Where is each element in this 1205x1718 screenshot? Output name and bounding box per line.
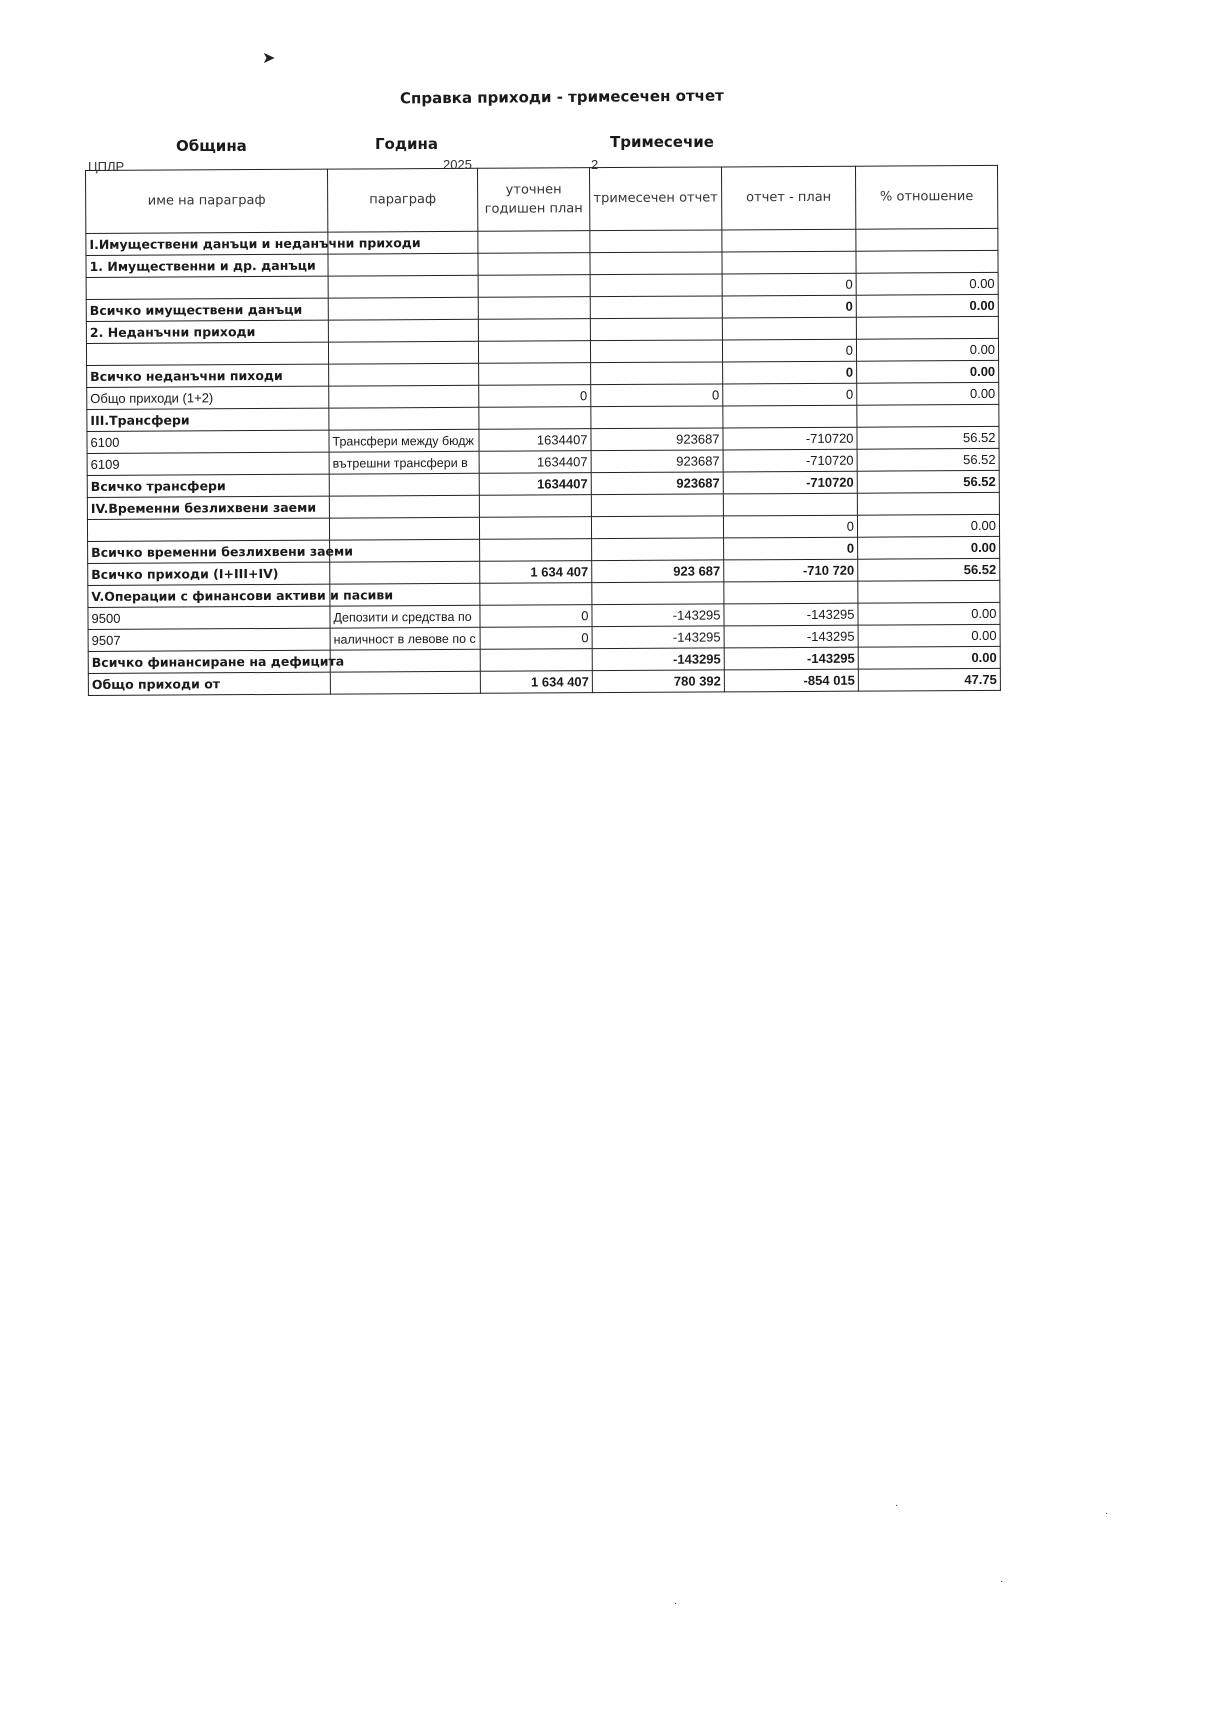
table-cell-desc [329,473,479,496]
table-cell-name: Всичко трансфери [87,474,329,497]
table-cell-name: Всичко имуществени данъци [86,298,328,321]
table-cell-report [591,516,723,539]
table-cell-report [590,340,722,363]
table-cell-pct: 0.00 [857,360,999,383]
table-cell-diff [722,229,856,252]
table-cell-name: V.Операции с финансови активи и пасиви [88,584,330,607]
table-cell-desc [328,297,478,320]
table-cell-plan: 0 [479,385,591,408]
year-label: Година [375,135,438,153]
table-cell-desc [328,319,478,342]
table-cell-plan [480,539,592,562]
table-cell-plan [478,253,590,276]
table-cell-diff: -143295 [724,647,858,670]
table-cell-report [590,296,722,319]
table-cell-name: 6109 [87,452,329,475]
table-cell-plan [478,297,590,320]
table-cell-desc [329,385,479,408]
column-header: параграф [327,168,477,232]
table-cell-report [591,362,723,385]
revenue-report-table [85,165,1001,696]
table-cell-report [590,252,722,275]
table-body [86,228,1001,695]
table-cell-desc: вътрешни трансфери в [329,451,479,474]
table-cell-diff: 0 [723,361,857,384]
page-title: Справка приходи - тримесечен отчет [399,86,724,108]
table-cell-diff: -710 720 [724,559,858,582]
table-cell-name: 9507 [88,628,330,651]
table-cell-plan [478,319,590,342]
table-cell-plan: 1634407 [479,473,591,496]
table-cell-desc: Трансфери между бюдж [329,429,479,452]
municipality-label: Община [176,137,247,155]
table-cell-desc [330,649,480,672]
table-cell-name: III.Трансфери [87,408,329,431]
table-cell-desc: Депозити и средства по [330,605,480,628]
quarter-label: Тримесечие [610,133,714,151]
year-value: 2025 [443,157,472,172]
column-header: име на параграф [86,169,328,233]
table-cell-report [590,274,722,297]
table-cell-diff: -710720 [723,471,857,494]
table-cell-diff [724,581,858,604]
table-cell-report: -143295 [592,604,724,627]
table-cell-name: 1. Имущественни и др. данъци [86,254,328,277]
table-cell-name: Общо приходи от [88,672,330,695]
table-cell-desc [330,671,480,694]
table-cell-report: 923687 [591,450,723,473]
table-cell-diff: -710720 [723,427,857,450]
table-cell-plan [479,495,591,518]
table-cell-pct [856,228,998,251]
table-cell-desc [329,495,479,518]
table-cell-name [86,342,328,365]
table-cell-pct: 0.00 [858,602,1000,625]
quarter-value: 2 [591,157,599,172]
table-cell-desc [328,275,478,298]
table-cell-report: 923687 [591,472,723,495]
table-cell-plan: 0 [480,605,592,628]
table-cell-name: Всичко неданъчни пиходи [87,364,329,387]
table-cell-pct [857,492,999,515]
table-header-row [86,165,998,233]
table-cell-name: Всичко приходи (I+III+IV) [88,562,330,585]
table-cell-pct: 0.00 [857,514,999,537]
table-cell-pct: 0.00 [857,382,999,405]
table-cell-plan: 1634407 [479,429,591,452]
table-cell-plan [480,649,592,672]
table-cell-diff: -710720 [723,449,857,472]
table-cell-pct: 0.00 [856,272,998,295]
table-row [88,668,1000,695]
table-cell-pct: 0.00 [856,294,998,317]
table-cell-pct: 0.00 [858,646,1000,669]
table-cell-name: Общо приходи (1+2) [87,386,329,409]
table-cell-pct: 47.75 [858,668,1000,691]
column-header: % отношение [855,165,997,229]
table-cell-pct: 0.00 [858,536,1000,559]
table-cell-pct [856,316,998,339]
table-cell-diff: -854 015 [724,669,858,692]
column-header: тримесечен отчет [589,167,721,231]
table-cell-pct: 0.00 [856,338,998,361]
table-cell-diff [722,251,856,274]
table-cell-report [592,538,724,561]
table-cell-report: 923 687 [592,560,724,583]
table-cell-name: 6100 [87,430,329,453]
table-cell-plan: 1 634 407 [480,561,592,584]
scan-speck: · [1105,1508,1109,1519]
table-cell-report: 0 [591,384,723,407]
table-cell-pct: 56.52 [857,448,999,471]
table-cell-pct [857,404,999,427]
table-cell-name [87,518,329,541]
table-cell-diff: -143295 [724,603,858,626]
table-cell-diff [723,405,857,428]
scan-speck: · [895,1500,899,1511]
table-cell-plan: 1 634 407 [480,671,592,694]
table-cell-desc [328,253,478,276]
table-cell-desc [329,517,479,540]
table-cell-diff: 0 [722,295,856,318]
table-cell-diff: 0 [722,273,856,296]
table-cell-name: Всичко финансиране на дефицита [88,650,330,673]
table-cell-name: 9500 [88,606,330,629]
scan-speck: · [1000,1576,1004,1587]
table-cell-name [86,276,328,299]
scan-mark: ➤ [262,50,276,67]
table-cell-plan [478,231,590,254]
table-cell-name: IV.Временни безлихвени заеми [87,496,329,519]
table-cell-plan: 1634407 [479,451,591,474]
scan-speck: · [674,1598,678,1609]
table-cell-report: -143295 [592,626,724,649]
table-cell-report [591,494,723,517]
table-cell-name: Всичко временни безлихвени заеми [88,540,330,563]
column-header: отчет - план [721,166,855,230]
table-cell-diff: 0 [724,537,858,560]
table-cell-pct [856,250,998,273]
table-cell-plan [479,517,591,540]
table-cell-plan [480,583,592,606]
table-cell-pct: 56.52 [858,558,1000,581]
table-cell-report: -143295 [592,648,724,671]
table-cell-desc [329,407,479,430]
table-cell-plan [478,275,590,298]
table-cell-pct [858,580,1000,603]
table-cell-report: 923687 [591,428,723,451]
table-cell-diff [722,317,856,340]
column-header: уточнен годишен план [477,168,589,232]
municipality-value: ЦПЛР [88,159,125,174]
table-cell-plan: 0 [480,627,592,650]
table-cell-report: 780 392 [592,670,724,693]
table-cell-diff: 0 [723,383,857,406]
table-cell-name: 2. Неданъчни приходи [86,320,328,343]
table-cell-diff: -143295 [724,625,858,648]
table-cell-desc [329,363,479,386]
table-cell-diff [723,493,857,516]
table-cell-report [591,406,723,429]
table-cell-desc [330,561,480,584]
table-cell-pct: 56.52 [857,470,999,493]
table-cell-report [590,318,722,341]
table-cell-plan [479,407,591,430]
table-cell-pct: 56.52 [857,426,999,449]
table-cell-desc [328,341,478,364]
table-cell-diff: 0 [723,515,857,538]
table-cell-plan [479,363,591,386]
table-cell-plan [478,341,590,364]
table-cell-report [590,230,722,253]
table-cell-name: I.Имуществени данъци и неданъчни приходи [86,232,328,255]
table-cell-diff: 0 [722,339,856,362]
table-cell-pct: 0.00 [858,624,1000,647]
table-cell-report [592,582,724,605]
table-cell-desc: наличност в левове по с [330,627,480,650]
